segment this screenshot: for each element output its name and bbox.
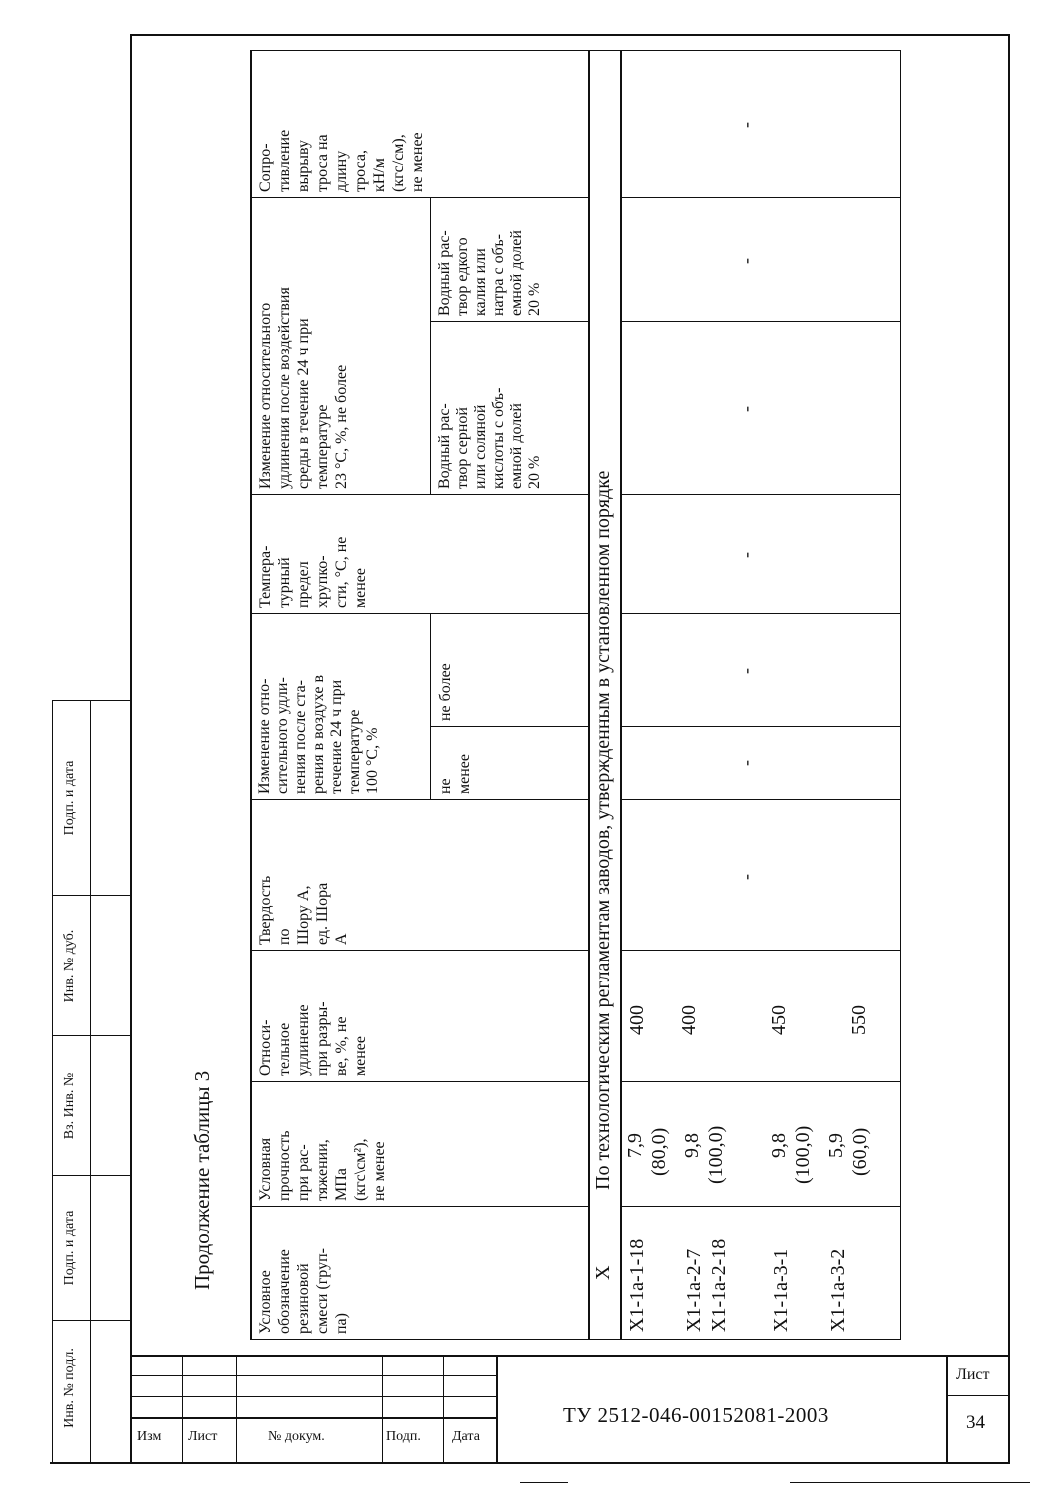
tbl-v3b: [620, 950, 900, 951]
header-col-aging-max: не более: [437, 663, 454, 721]
tbl-h-header-bottom: [588, 50, 590, 1340]
tbl-v2: [250, 1081, 588, 1082]
tbl-v4b: [620, 799, 900, 800]
stamp-v5: [496, 1355, 498, 1463]
frame-left: [130, 34, 132, 1464]
stamp-sheet-sep: [946, 1395, 1010, 1396]
dash-aging-max: -: [736, 668, 756, 674]
stamp-row1: [130, 1375, 497, 1376]
tbl-v7subb: [620, 321, 900, 322]
row-elong-4: 450: [768, 1005, 790, 1035]
row-strength-1: 7,9: [624, 1133, 646, 1158]
document-code: ТУ 2512-046-00152081-2003: [563, 1403, 829, 1427]
header-col-aging: Изменение отно- сительного удли- нения после ста- рения в воздухе в течение 24 ч при температуре 100 °С, %: [256, 674, 381, 794]
tbl-v4: [250, 799, 588, 800]
tbl-v7sub: [430, 321, 588, 322]
stamp-list: Лист: [188, 1429, 218, 1444]
stamp-v1: [182, 1355, 183, 1463]
tbl-h-header-sub2: [430, 198, 431, 495]
row-elong-5: 550: [848, 1005, 870, 1035]
dash-acid: -: [736, 406, 756, 412]
group-row-text: По технологическим регламентам заводов, утвержденным в установленном порядке: [592, 470, 614, 1190]
tbl-v6b: [620, 494, 900, 495]
row-name-5: X1-1a-3-2: [827, 1248, 849, 1332]
tbl-v1b: [620, 1206, 900, 1207]
side-label-podp-data-2: Подп. и дата: [62, 760, 77, 836]
header-col-aging-min: не менее: [437, 754, 473, 794]
tbl-v5sub: [430, 726, 588, 727]
header-col-hardness: Твердость по Шору А, ед. Шора А: [257, 875, 350, 945]
row-name-4: X1-1a-3-1: [770, 1248, 792, 1332]
sheet-number: 34: [966, 1412, 985, 1433]
frame-bottom: [50, 1462, 1010, 1464]
tbl-v0: [250, 1339, 901, 1340]
footer-mark-1: [520, 1482, 568, 1483]
side-label-podp-data-1: Подп. и дата: [62, 1210, 77, 1286]
side-strip-mid: [90, 700, 91, 1463]
tbl-v3: [250, 950, 588, 951]
row-name-1: X1-1a-1-18: [626, 1238, 648, 1332]
tbl-v5subb: [620, 726, 900, 727]
dash-brittleness: -: [736, 552, 756, 558]
header-col-media-acid: Водный рас- твор серной или соляной кислоты с объ- емной долей 20 %: [436, 387, 543, 489]
group-code: X: [592, 1265, 614, 1280]
row-strength-kgf-5: (60,0): [849, 1127, 871, 1176]
stamp-top: [130, 1355, 1010, 1357]
row-strength-4: 9,8: [768, 1133, 790, 1158]
table-caption: Продолжение таблицы 3: [190, 1070, 214, 1290]
stamp-row3: [130, 1417, 497, 1419]
side-strip-top: [52, 700, 132, 701]
tbl-v5: [250, 613, 588, 614]
row-name-2: X1-1a-2-7: [683, 1248, 705, 1332]
tbl-v7b: [620, 197, 900, 198]
frame-top: [130, 34, 1010, 36]
tbl-v6: [250, 494, 588, 495]
header-col-strength: Условная прочность при рас- тяжении, МПа (кгс\см²), не менее: [257, 1130, 388, 1201]
dash-pullout: -: [736, 122, 756, 128]
footer-mark-2: [790, 1482, 1030, 1483]
tbl-v5b: [620, 613, 900, 614]
side-label-vz-inv: Вз. Инв. №: [62, 1072, 77, 1140]
row-strength-kgf-4: (100,0): [792, 1125, 814, 1184]
side-label-inv-dub: Инв. № дуб.: [62, 929, 77, 1003]
header-col-designation: Условное обозначение резиновой смеси (груп- па): [257, 1248, 350, 1334]
stamp-v2: [236, 1355, 237, 1463]
row-name-3: X1-1a-2-18: [708, 1238, 730, 1332]
stamp-doc-no: № докум.: [268, 1429, 325, 1444]
stamp-sheet-label: Лист: [956, 1366, 990, 1383]
row-elong-1: 400: [626, 1005, 648, 1035]
row-strength-kgf-2: (100,0): [705, 1125, 727, 1184]
rotated-table-area: [190, 50, 1010, 1340]
dash-alkali: -: [736, 258, 756, 264]
row-strength-5: 5,9: [825, 1133, 847, 1158]
tbl-v8: [250, 50, 901, 51]
tbl-h-header-sub: [430, 614, 431, 800]
side-strip-left: [52, 700, 53, 1463]
tbl-h-top: [250, 50, 252, 1340]
stamp-v6: [946, 1355, 948, 1463]
dash-hardness: -: [736, 874, 756, 880]
row-strength-kgf-1: (80,0): [648, 1127, 670, 1176]
row-strength-2: 9,8: [681, 1133, 703, 1158]
header-col-brittleness: Темпера- турный предел хрупко- сти, °С, не менее: [257, 536, 369, 608]
tbl-h-group-bottom: [620, 50, 622, 1340]
tbl-v2b: [620, 1081, 900, 1082]
header-col-media: Изменение относительного удлинения после воздействия среды в течение 24 ч при температуре 23 °С, %, не более: [257, 287, 350, 489]
header-col-media-alkali: Водный рас- твор едкого калия или натра с объ- емной долей 20 %: [436, 230, 543, 316]
stamp-data: Дата: [452, 1429, 480, 1444]
stamp-row2: [130, 1396, 497, 1397]
tbl-v7: [250, 197, 588, 198]
tbl-v1: [250, 1206, 588, 1207]
header-col-elongation: Относи- тельное удлинение при разры- ве, %, не менее: [257, 1001, 369, 1076]
tbl-h-bottom: [900, 50, 901, 1340]
row-elong-2: 400: [678, 1005, 700, 1035]
stamp-podp: Подп.: [386, 1429, 421, 1444]
header-col-pullout: Сопро- тивление вырыву троса на длину троса, кН/м (кгс/см), не менее: [257, 129, 426, 192]
stamp-v4: [443, 1355, 444, 1463]
stamp-izm: Изм: [137, 1429, 162, 1444]
dash-aging-min: -: [736, 760, 756, 766]
stamp-v3: [382, 1355, 383, 1463]
side-label-inv-podl: Инв. № подл.: [62, 1348, 77, 1428]
